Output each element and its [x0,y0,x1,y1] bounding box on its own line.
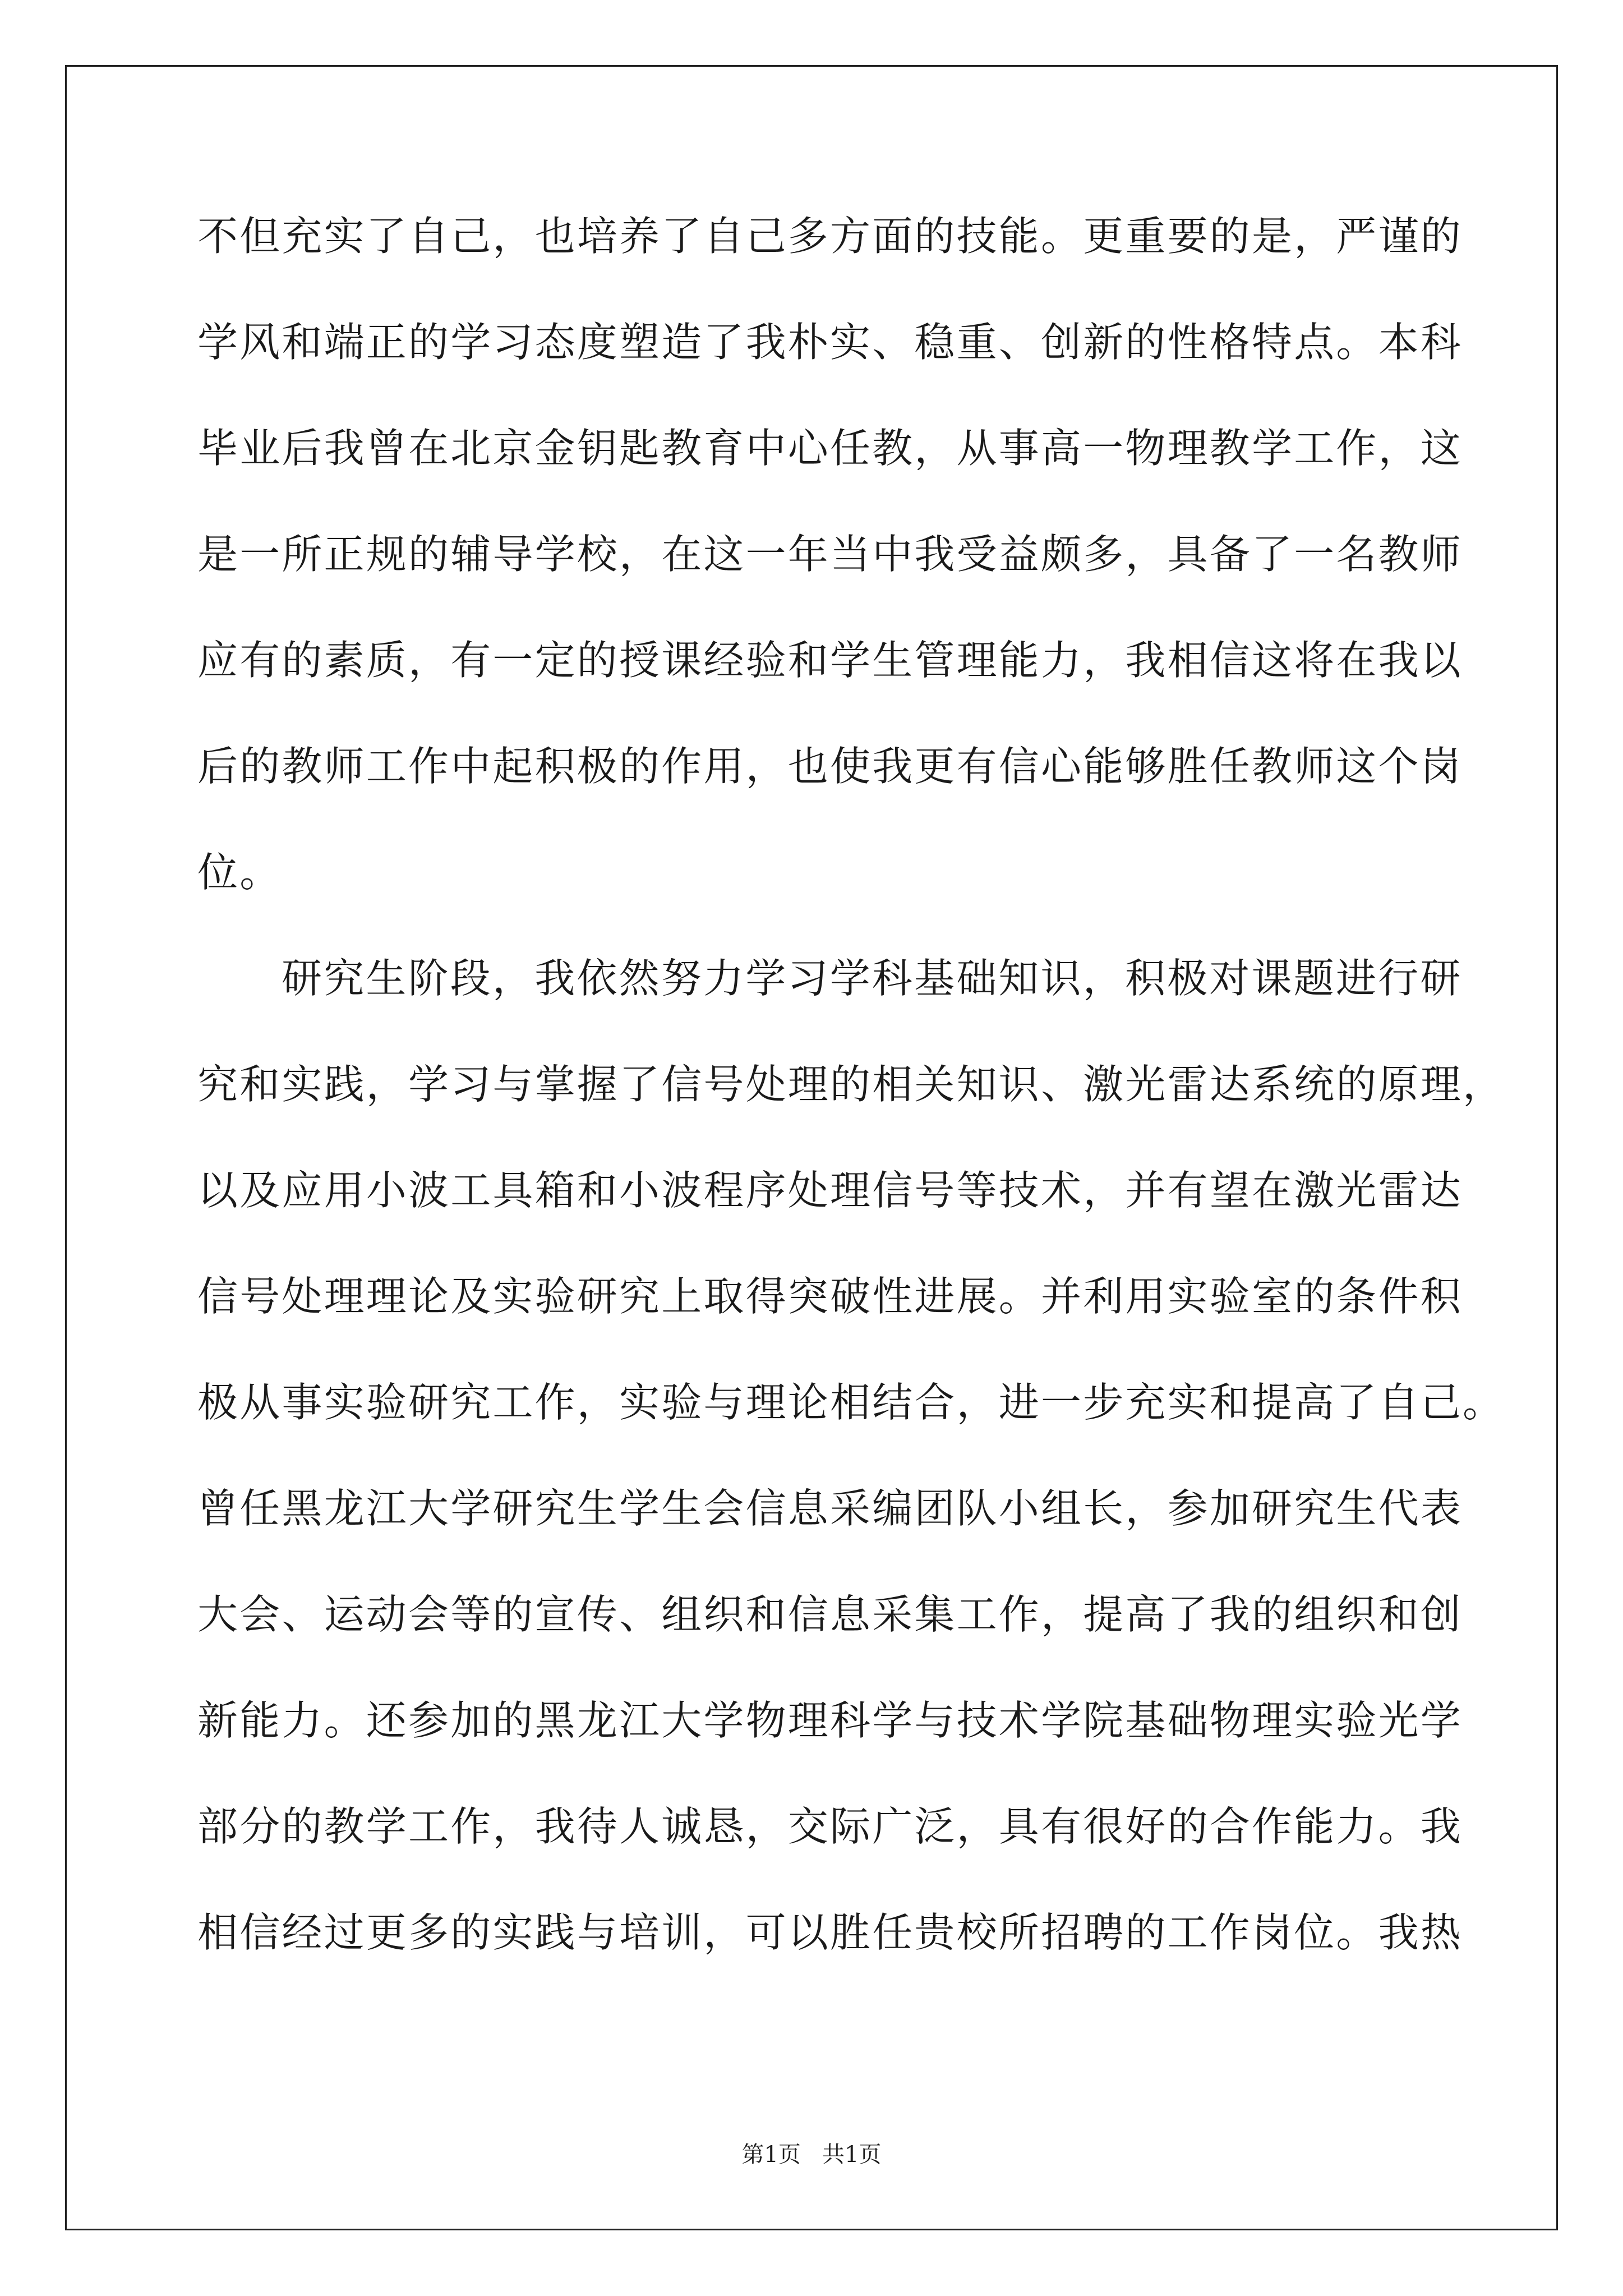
text-line: 以及应用小波工具箱和小波程序处理信号等技术，并有望在激光雷达 [197,1167,1463,1214]
text-line: 后的教师工作中起积极的作用，也使我更有信心能够胜任教师这个岗 [197,743,1463,790]
text-line: 相信经过更多的实践与培训，可以胜任贵校所招聘的工作岗位。我热 [197,1909,1463,1956]
text-line: 是一所正规的辅导学校，在这一年当中我受益颇多，具备了一名教师 [197,531,1463,578]
text-line: 位。 [197,849,282,896]
document-body [197,213,1505,2018]
text-line: 信号处理理论及实验研究上取得突破性进展。并利用实验室的条件积 [197,1273,1463,1320]
text-line: 毕业后我曾在北京金钥匙教育中心任教，从事高一物理教学工作，这 [197,425,1463,472]
text-line: 不但充实了自己，也培养了自己多方面的技能。更重要的是，严谨的 [197,213,1463,260]
page-number-footer: 第1页 共1页 [741,2142,882,2168]
text-line: 应有的素质，有一定的授课经验和学生管理能力，我相信这将在我以 [197,637,1463,684]
text-line: 新能力。还参加的黑龙江大学物理科学与技术学院基础物理实验光学 [197,1697,1463,1744]
text-line: 极从事实验研究工作，实验与理论相结合，进一步充实和提高了自己。 [197,1379,1505,1426]
text-line: 究和实践，学习与掌握了信号处理的相关知识、激光雷达系统的原理， [197,1061,1505,1108]
text-line: 大会、运动会等的宣传、组织和信息采集工作，提高了我的组织和创 [197,1591,1463,1638]
text-line: 部分的教学工作，我待人诚恳，交际广泛，具有很好的合作能力。我 [197,1803,1463,1850]
text-line: 曾任黑龙江大学研究生学生会信息采编团队小组长，参加研究生代表 [197,1485,1463,1532]
paragraph-first-line: 研究生阶段，我依然努力学习学科基础知识，积极对课题进行研 [282,955,1463,1002]
text-line: 学风和端正的学习态度塑造了我朴实、稳重、创新的性格特点。本科 [197,319,1463,366]
